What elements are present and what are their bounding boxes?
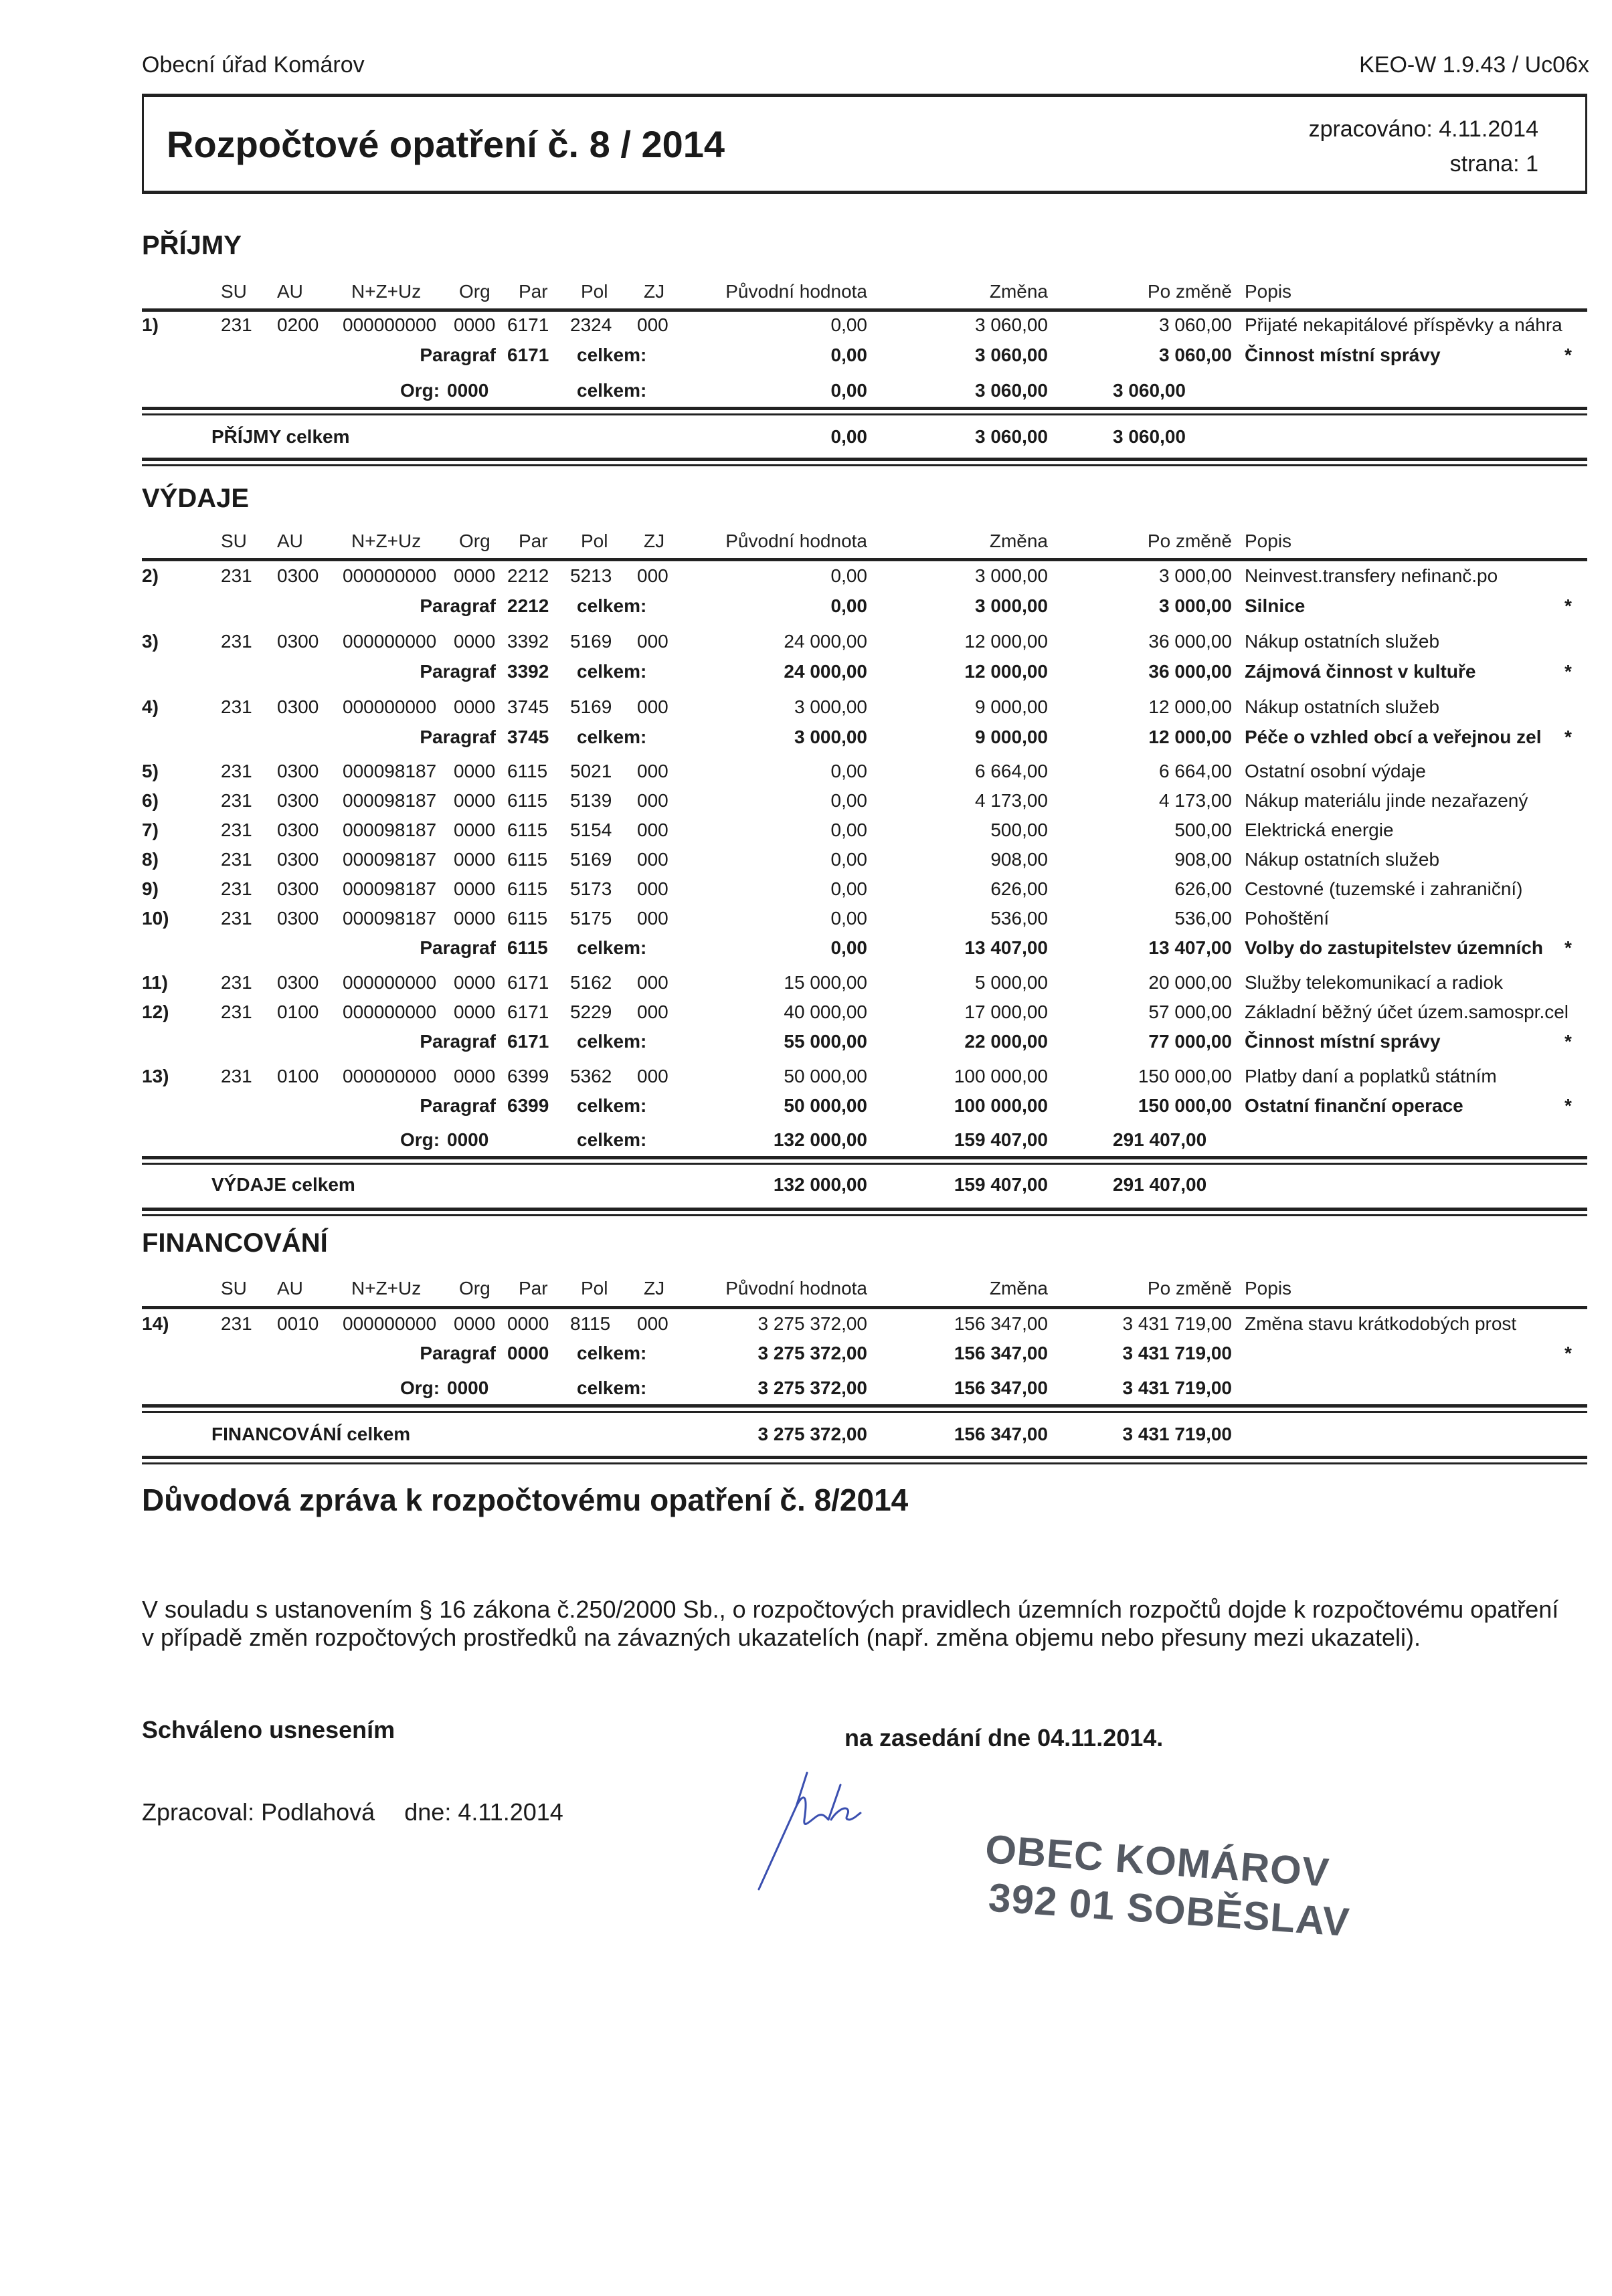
paragraf-total-row: Paragraf 3392 celkem: 24 000,00 12 000,00 36 000,00 Zájmová činnost v kultuře * xyxy=(420,661,1572,682)
table-row: 9) 231 0300 000098187 0000 6115 5173 000 0,00 626,00 626,00 Cestovné (tuzemské i zahraniční) xyxy=(142,878,1523,899)
paragraf-total-row: Paragraf 6171 celkem: 55 000,00 22 000,00 77 000,00 Činnost místní správy * xyxy=(420,1031,1572,1052)
col-popis: Popis xyxy=(1245,281,1292,302)
table-row: 4) 231 0300 000000000 0000 3745 5169 000 3 000,00 9 000,00 12 000,00 Nákup ostatních služeb xyxy=(142,696,1440,717)
header-rule xyxy=(142,558,1587,561)
page-title: Rozpočtové opatření č. 8 / 2014 xyxy=(167,123,725,165)
table-row: 8) 231 0300 000098187 0000 6115 5169 000 0,00 908,00 908,00 Nákup ostatních služeb xyxy=(142,849,1440,870)
star-marker: * xyxy=(1564,345,1572,365)
session-date: na zasedání dne 04.11.2014. xyxy=(844,1724,1164,1751)
col-pol: Pol xyxy=(581,281,608,302)
title-meta xyxy=(1309,112,1538,181)
section-title-financovani: FINANCOVÁNÍ xyxy=(142,1228,328,1258)
section-total-row: FINANCOVÁNÍ celkem 3 275 372,00 156 347,00 3 431 719,00 xyxy=(211,1424,1232,1444)
double-rule xyxy=(142,407,1587,410)
col-puvodni: Původní hodnota xyxy=(725,281,867,302)
header-rule xyxy=(142,1306,1587,1309)
org-total-row: Org: 0000 celkem: 3 275 372,00 156 347,00 3 431 719,00 xyxy=(400,1377,1232,1398)
column-headers xyxy=(0,281,1612,309)
paragraf-total-row: Paragraf 6171 celkem: 0,00 3 060,00 3 060,00 Činnost místní správy * xyxy=(420,345,1572,365)
double-rule xyxy=(142,1208,1587,1211)
table-row: 3) 231 0300 000000000 0000 3392 5169 000 24 000,00 12 000,00 36 000,00 Nákup ostatních služeb xyxy=(142,631,1440,652)
section-total-row: PŘÍJMY celkem 0,00 3 060,00 3 060,00 xyxy=(211,426,1186,447)
paragraf-total-row: Paragraf 6115 celkem: 0,00 13 407,00 13 407,00 Volby do zastupitelstev územních * xyxy=(420,937,1572,958)
table-row: 10) 231 0300 000098187 0000 6115 5175 000 0,00 536,00 536,00 Pohoštění xyxy=(142,908,1330,929)
table-row: 7) 231 0300 000098187 0000 6115 5154 000 0,00 500,00 500,00 Elektrická energie xyxy=(142,820,1394,840)
processed-date: 4.11.2014 xyxy=(1439,116,1538,142)
col-zmena: Změna xyxy=(989,281,1048,302)
col-org: Org xyxy=(459,281,490,302)
paragraf-total-row: Paragraf 0000 celkem: 3 275 372,00 156 347,00 3 431 719,00 * xyxy=(420,1343,1572,1363)
signature-icon xyxy=(756,1766,977,1893)
double-rule xyxy=(142,458,1587,461)
stamp-line1: OBEC KOMÁROV xyxy=(984,1826,1331,1895)
table-row: 2) 231 0300 000000000 0000 2212 5213 000 0,00 3 000,00 3 000,00 Neinvest.transfery nefinanč.po xyxy=(142,565,1498,586)
column-headers: SU AU N+Z+Uz Org Par Pol ZJ Původní hodnota Změna Po změně Popis xyxy=(221,531,1292,551)
reason-text: V souladu s ustanovením § 16 zákona č.250/2000 Sb., o rozpočtových pravidlech územních rozpočtů dojde k rozpočtovému opatření v případě změn rozpočtových prostředků na závazných ukazatelích (např. změna objemu nebo přesuny mezi ukazateli). xyxy=(142,1596,1559,1651)
section-total-row: VÝDAJE celkem 132 000,00 159 407,00 291 407,00 xyxy=(211,1174,1207,1195)
processed-by xyxy=(142,1798,563,1826)
org-total-row: Org: 0000 celkem: 132 000,00 159 407,00 291 407,00 xyxy=(400,1129,1207,1150)
section-title-vydaje: VÝDAJE xyxy=(142,484,250,513)
office-name: Obecní úřad Komárov xyxy=(142,52,365,78)
paragraf-total-row: Paragraf 2212 celkem: 0,00 3 000,00 3 000,00 Silnice * xyxy=(420,595,1572,616)
page-label: strana: xyxy=(1449,151,1520,177)
org-total-row: Org: 0000 celkem: 0,00 3 060,00 3 060,00 xyxy=(400,380,1186,401)
header-rule xyxy=(142,308,1587,312)
col-zj: ZJ xyxy=(644,281,665,302)
section-title-prijmy: PŘÍJMY xyxy=(142,231,242,260)
official-stamp xyxy=(980,1825,1355,1947)
reason-title: Důvodová zpráva k rozpočtovému opatření č. 8/2014 xyxy=(142,1482,909,1517)
col-par: Par xyxy=(519,281,548,302)
approved-label: Schváleno usnesením xyxy=(142,1716,395,1743)
col-po-zmene: Po změně xyxy=(1147,281,1232,302)
double-rule xyxy=(142,1456,1587,1459)
col-nzu: N+Z+Uz xyxy=(351,281,422,302)
double-rule xyxy=(142,1156,1587,1159)
table-row: 12) 231 0100 000000000 0000 6171 5229 000 40 000,00 17 000,00 57 000,00 Základní běžný účet územ.samospr.cel xyxy=(142,1001,1569,1022)
page-number: 1 xyxy=(1526,151,1538,177)
processed-label: zpracováno: xyxy=(1308,116,1433,142)
paragraf-total-row: Paragraf 3745 celkem: 3 000,00 9 000,00 12 000,00 Péče o vzhled obcí a veřejnou zel * xyxy=(420,727,1572,747)
col-su: SU xyxy=(221,281,247,302)
processed-by-name: Zpracoval: Podlahová xyxy=(142,1798,375,1826)
title-box xyxy=(142,94,1587,194)
paragraf-total-row: Paragraf 6399 celkem: 50 000,00 100 000,00 150 000,00 Ostatní finanční operace * xyxy=(420,1095,1572,1116)
table-row: 13) 231 0100 000000000 0000 6399 5362 000 50 000,00 100 000,00 150 000,00 Platby daní a poplatků státním xyxy=(142,1066,1497,1086)
processed-by-date: dne: 4.11.2014 xyxy=(404,1798,563,1826)
table-row: 1) 231 0200 000000000 0000 6171 2324 000 0,00 3 060,00 3 060,00 Přijaté nekapitálové příspěvky a náhra xyxy=(142,314,1562,335)
software-version: KEO-W 1.9.43 / Uc06x xyxy=(1359,52,1589,78)
col-au: AU xyxy=(277,281,303,302)
double-rule xyxy=(142,1404,1587,1408)
table-row: 6) 231 0300 000098187 0000 6115 5139 000 0,00 4 173,00 4 173,00 Nákup materiálu jinde nezařazený xyxy=(142,790,1528,811)
column-headers: SU AU N+Z+Uz Org Par Pol ZJ Původní hodnota Změna Po změně Popis xyxy=(221,1278,1292,1299)
table-row: 5) 231 0300 000098187 0000 6115 5021 000 0,00 6 664,00 6 664,00 Ostatní osobní výdaje xyxy=(142,761,1426,781)
table-row: 11) 231 0300 000000000 0000 6171 5162 000 15 000,00 5 000,00 20 000,00 Služby telekomunikací a radiok xyxy=(142,972,1503,993)
table-row: 14) 231 0010 000000000 0000 0000 8115 000 3 275 372,00 156 347,00 3 431 719,00 Změna stavu krátkodobých prost xyxy=(142,1313,1517,1334)
stamp-line2: 392 01 SOBĚSLAV xyxy=(987,1875,1352,1945)
